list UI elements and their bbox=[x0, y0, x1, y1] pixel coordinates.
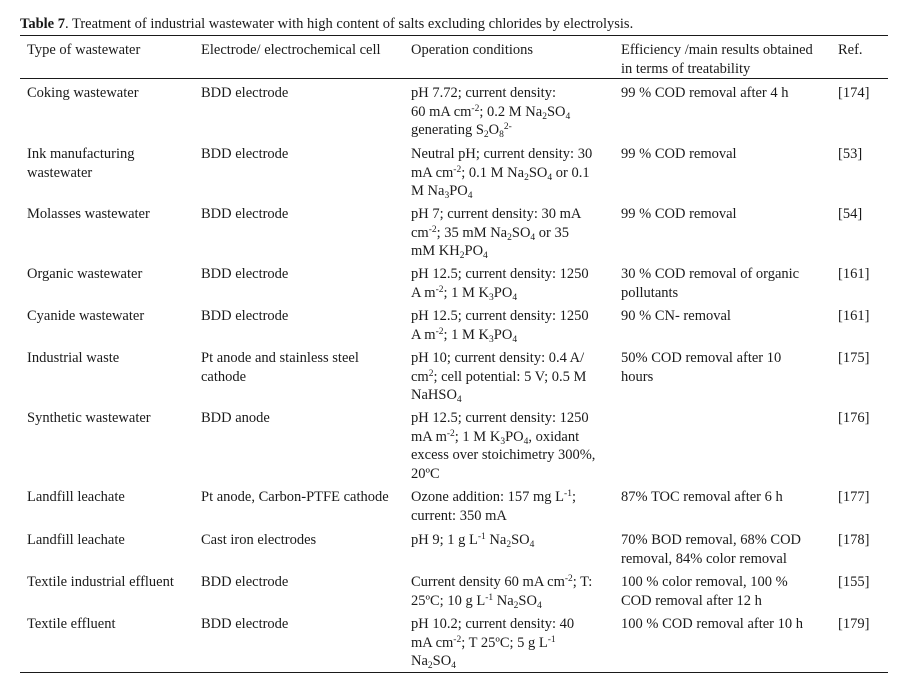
cell-type: Ink manufacturing wastewater bbox=[27, 146, 135, 181]
cell-efficiency: 30 % COD removal of organic pollutants bbox=[621, 266, 800, 301]
column-header-conditions: Operation conditions bbox=[411, 42, 534, 58]
cell-electrode: Pt anode, Carbon-PTFE cathode bbox=[201, 489, 389, 505]
cell-electrode: BDD electrode bbox=[201, 574, 289, 590]
cell-efficiency: 50% COD removal after 10 hours bbox=[621, 350, 782, 385]
cell-conditions: pH 10.2; current density: 40 mA $cm^{-2}$; T 25ºC; 5 g $L^{-1}$ $Na_2SO_4$ bbox=[411, 616, 575, 671]
table-label: Table 7 bbox=[20, 16, 65, 32]
column-header-electrode: Electrode/ electrochemical cell bbox=[201, 42, 381, 58]
cell-conditions: pH 9; 1 g $L^{-1}$ $Na_2SO_4$ bbox=[411, 532, 535, 550]
cell-type: Synthetic wastewater bbox=[27, 410, 151, 426]
table-caption-text: . Treatment of industrial wastewater with high content of salts excluding chlorides by electrolysis. bbox=[65, 16, 634, 32]
column-header-efficiency-line1: Efficiency /main results obtained bbox=[621, 42, 813, 58]
cell-efficiency: 99 % COD removal bbox=[621, 206, 737, 222]
cell-electrode: BDD anode bbox=[201, 410, 270, 426]
cell-electrode: BDD electrode bbox=[201, 206, 289, 222]
table-top-rule bbox=[20, 35, 888, 36]
cell-ref: [176] bbox=[838, 410, 870, 426]
cell-electrode: BDD electrode bbox=[201, 85, 289, 101]
cell-conditions: pH 7.72; current density: 60 mA $cm^{-2}$; 0.2 M $Na_2SO_4$ generating $S_2O_8^{2-}$ bbox=[411, 85, 571, 140]
cell-electrode: BDD electrode bbox=[201, 266, 289, 282]
cell-conditions: pH 12.5; current density: 1250 A $m^{-2}$; 1 M $K_3PO_4$ bbox=[411, 308, 589, 345]
cell-efficiency: 100 % color removal, 100 % COD removal after 12 h bbox=[621, 574, 788, 609]
cell-type: Organic wastewater bbox=[27, 266, 143, 282]
column-header-efficiency bbox=[621, 41, 813, 78]
cell-conditions: pH 12.5; current density: 1250 A $m^{-2}$; 1 M $K_3PO_4$ bbox=[411, 266, 589, 303]
cell-ref: [175] bbox=[838, 350, 870, 366]
table-bottom-rule bbox=[20, 672, 888, 673]
cell-ref: [177] bbox=[838, 489, 870, 505]
cell-type: Industrial waste bbox=[27, 350, 120, 366]
cell-electrode: Cast iron electrodes bbox=[201, 532, 317, 548]
cell-efficiency: 99 % COD removal bbox=[621, 146, 737, 162]
cell-conditions: Ozone addition: 157 mg $L^{-1}$; current: 350 mA bbox=[411, 489, 576, 524]
cell-conditions: pH 10; current density: 0.4 A/ $cm^2$; cell potential: 5 V; 0.5 M NaHSO$_4$ bbox=[411, 350, 587, 405]
cell-conditions: pH 12.5; current density: 1250 mA $m^{-2}$; 1 M $K_3PO_4$, oxidant excess over stoichimetry 300%, 20ºC bbox=[411, 410, 596, 482]
cell-type: Textile effluent bbox=[27, 616, 116, 632]
cell-ref: [174] bbox=[838, 85, 870, 101]
cell-type: Cyanide wastewater bbox=[27, 308, 145, 324]
table-caption bbox=[20, 15, 633, 33]
cell-type: Coking wastewater bbox=[27, 85, 139, 101]
cell-type: Landfill leachate bbox=[27, 489, 125, 505]
cell-electrode: BDD electrode bbox=[201, 616, 289, 632]
cell-electrode: Pt anode and stainless steel cathode bbox=[201, 350, 359, 385]
cell-ref: [155] bbox=[838, 574, 870, 590]
cell-efficiency: 87% TOC removal after 6 h bbox=[621, 489, 783, 505]
cell-type: Landfill leachate bbox=[27, 532, 125, 548]
column-header-type: Type of wastewater bbox=[27, 42, 141, 58]
cell-ref: [161] bbox=[838, 266, 870, 282]
column-header-efficiency-line2: in terms of treatability bbox=[621, 60, 751, 77]
cell-efficiency: 90 % CN- removal bbox=[621, 308, 731, 324]
cell-efficiency: 70% BOD removal, 68% COD removal, 84% color removal bbox=[621, 532, 802, 567]
cell-electrode: BDD electrode bbox=[201, 146, 289, 162]
cell-ref: [179] bbox=[838, 616, 870, 632]
column-header-ref: Ref. bbox=[838, 42, 863, 58]
cell-type: Textile industrial effluent bbox=[27, 574, 174, 590]
table-header-rule bbox=[20, 78, 888, 79]
cell-ref: [161] bbox=[838, 308, 870, 324]
cell-efficiency: 100 % COD removal after 10 h bbox=[621, 616, 804, 632]
cell-electrode: BDD electrode bbox=[201, 308, 289, 324]
cell-conditions: pH 7; current density: 30 mA $cm^{-2}$; 35 mM $Na_2SO_4$ or 35 mM $KH_2PO_4$ bbox=[411, 206, 582, 261]
cell-ref: [54] bbox=[838, 206, 863, 222]
cell-conditions: Neutral pH; current density: 30 mA $cm^{-2}$; 0.1 M $Na_2SO_4$ or 0.1 M $Na_3PO_4$ bbox=[411, 146, 593, 201]
cell-ref: [178] bbox=[838, 532, 870, 548]
cell-conditions: Current density 60 mA $cm^{-2}$; T: 25ºC; 10 g $L^{-1}$ $Na_2SO_4$ bbox=[411, 574, 593, 611]
cell-type: Molasses wastewater bbox=[27, 206, 150, 222]
cell-efficiency: 99 % COD removal after 4 h bbox=[621, 85, 789, 101]
cell-ref: [53] bbox=[838, 146, 863, 162]
